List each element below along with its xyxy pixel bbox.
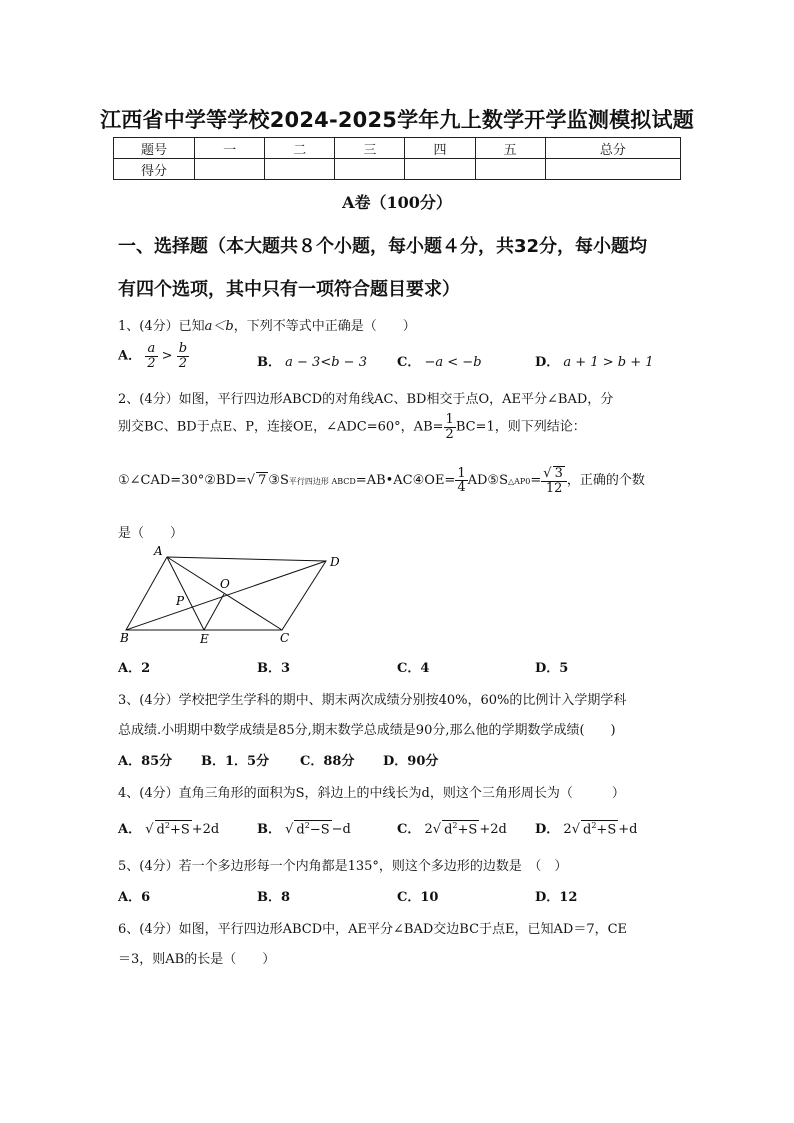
- score-table: [113, 137, 681, 180]
- q2-option-a[interactable]: A．2: [118, 661, 151, 676]
- score-cell: 二: [265, 138, 335, 159]
- q2-conclusions: ①∠CAD=30°②BD=√ 7 ③S平行四边形 ABCD=AB•AC④OE= $\frac{1}{4}$ AD⑤S△AP0= $\frac{√ 3}{12}$ ，正确的个数: [118, 465, 645, 496]
- q3-option-a[interactable]: A．85分: [118, 754, 173, 769]
- q4-b-exp: 2: [304, 820, 310, 830]
- score-cell: 题号: [114, 138, 195, 159]
- score-cell: 四: [405, 138, 475, 159]
- label-e: E: [200, 632, 209, 646]
- q2-c1-sub2: △AP0: [507, 477, 531, 487]
- q4-c-rest: +2d: [479, 822, 507, 837]
- q1-stem: [118, 315, 416, 334]
- q2-c1-mid: =AB•AC④OE=: [355, 473, 456, 489]
- diagonal-bd: [126, 561, 326, 630]
- score-cell: 得分: [114, 159, 195, 180]
- q5-line1: 5、(4分）若一个多边形每一个内角都是135°，则这个多边形的边数是 （ ）: [118, 859, 568, 874]
- q2-line2-pre: 别交BC、BD于点E、P，连接OE，∠ADC=60°，AB=: [118, 419, 444, 435]
- q4-c-d: d: [444, 822, 453, 837]
- q1-option-a-label: A．: [118, 348, 142, 364]
- q2-c1-eq: =: [530, 473, 542, 489]
- q3-line2: 总成绩.小明期中数学成绩是85分,期末数学总成绩是90分,那么他的学期数学成绩( ): [118, 723, 616, 738]
- label-b: B: [120, 631, 129, 645]
- score-cell: 一: [195, 138, 265, 159]
- score-cell: 总分: [545, 138, 680, 159]
- q2-root-den: 12: [545, 480, 563, 496]
- q2-option-c[interactable]: C．4: [397, 661, 430, 676]
- score-cell[interactable]: [265, 159, 335, 180]
- score-cell[interactable]: [475, 159, 545, 180]
- label-d: D: [330, 555, 340, 569]
- q2-half-den: 2: [445, 426, 454, 442]
- q1-suffix: ，下列不等式中正确是（ ）: [233, 319, 416, 334]
- q2-parallelogram-figure: [112, 542, 352, 646]
- q6-line2: ＝3，则AB的长是（ ）: [118, 952, 276, 967]
- q4-c-exp: 2: [452, 820, 458, 830]
- q4-b-rest: −d: [331, 822, 351, 837]
- parallelogram-abcd: [126, 557, 326, 630]
- q1-a-num: a: [145, 342, 157, 357]
- q2-c1-ad: AD⑤S: [467, 473, 508, 489]
- diagonal-ac: [167, 557, 282, 630]
- q1-option-b-text: a − 3<b − 3: [285, 355, 367, 370]
- q4-b-minus-s: −S: [309, 822, 330, 837]
- label-p: P: [176, 594, 185, 608]
- q1-prefix: 1、(4分）已知: [118, 319, 205, 334]
- q2-c1-end: ，正确的个数: [566, 473, 645, 489]
- q1-option-d-label: D．: [535, 355, 560, 370]
- q3-option-d[interactable]: D．90分: [383, 754, 439, 769]
- q4-option-b-label: B．: [257, 822, 281, 837]
- q2-line2-post: BC=1，则下列结论：: [455, 419, 586, 435]
- section-a-heading: A卷（100分）: [342, 193, 452, 212]
- q4-option-d[interactable]: D． 2√ $d^2+S +d$: [535, 820, 638, 837]
- section1-heading-line1: 一、选择题（本大题共８个小题，每小题４分，共32分，每小题均: [118, 236, 648, 257]
- score-cell[interactable]: [195, 159, 265, 180]
- score-cell: 五: [475, 138, 545, 159]
- segment-ae: [167, 557, 204, 630]
- q1-option-d-text: a + 1 > b + 1: [563, 355, 654, 370]
- q4-line1: 4、(4分）直角三角形的面积为S，斜边上的中线长为d，则这个三角形周长为（ ）: [118, 786, 625, 801]
- section1-heading-line2: 有四个选项，其中只有一项符合题目要求）: [118, 279, 460, 300]
- q1-option-b[interactable]: [257, 351, 367, 370]
- q2-option-b[interactable]: B．3: [257, 661, 291, 676]
- q4-b-d: d: [296, 822, 305, 837]
- q4-d-rest: +d: [618, 822, 638, 837]
- q4-c-plus-s: +S: [457, 822, 478, 837]
- q1-option-c-text: −a < −b: [424, 355, 482, 370]
- q2-c1: ①∠CAD=30°②BD=: [118, 473, 247, 489]
- q1-option-c[interactable]: [397, 351, 482, 370]
- q4-d-plus-s: +S: [596, 822, 617, 837]
- q5-option-b[interactable]: B．8: [257, 890, 291, 905]
- q5-option-c[interactable]: C．10: [397, 890, 439, 905]
- score-cell[interactable]: [405, 159, 475, 180]
- q1-b-den: 2: [178, 355, 187, 371]
- q2-line1: 2、(4分）如图，平行四边形ABCD的对角线AC、BD相交于点O，AE平分∠BAD，分: [118, 392, 614, 407]
- q2-c1-radicand: 7: [258, 473, 267, 489]
- q2-line4: 是（ ）: [118, 526, 184, 541]
- q2-quarter-num: 1: [457, 465, 466, 481]
- score-cell[interactable]: [335, 159, 405, 180]
- q1-option-d[interactable]: [535, 351, 654, 370]
- q3-option-c[interactable]: C．88分: [300, 754, 355, 769]
- score-table-row-header: [114, 138, 681, 159]
- q4-a-exp: 2: [164, 820, 170, 830]
- label-c: C: [280, 631, 290, 645]
- q1-option-c-label: C．: [397, 355, 421, 370]
- q3-option-b[interactable]: B．1．5分: [201, 754, 270, 769]
- q5-option-d[interactable]: D．12: [535, 890, 578, 905]
- q3-line1: 3、(4分）学校把学生学科的期中、期末两次成绩分别按40%，60%的比例计入学期学科: [118, 693, 627, 708]
- q4-option-c[interactable]: C． 2√ $d^2+S +2d$: [397, 820, 507, 837]
- q2-line2: [118, 413, 586, 441]
- q1-a-gt: >: [161, 348, 173, 364]
- q4-option-d-label: D．: [535, 822, 560, 837]
- q2-half-num: 1: [445, 412, 454, 427]
- q2-root-num: 3: [554, 466, 563, 481]
- score-cell[interactable]: [545, 159, 680, 180]
- q4-option-a-label: A．: [118, 822, 142, 837]
- q1-b-num: b: [178, 341, 188, 356]
- q2-option-d[interactable]: D．5: [535, 661, 569, 676]
- q2-quarter-den: 4: [457, 480, 466, 496]
- q1-a-den: 2: [147, 355, 156, 371]
- score-table-row-score: [114, 159, 681, 180]
- q4-a-d: d: [156, 822, 165, 837]
- q4-c-coef: 2: [424, 822, 433, 837]
- label-a: A: [154, 544, 163, 558]
- q1-option-b-label: B．: [257, 355, 281, 370]
- q4-option-b[interactable]: B． √ $d^2-S -d$: [257, 820, 351, 837]
- q5-option-a[interactable]: A．6: [118, 890, 151, 905]
- q4-option-c-label: C．: [397, 822, 421, 837]
- label-o: O: [220, 577, 230, 591]
- q4-option-a[interactable]: A． √ $d^2+S +2d$: [118, 820, 220, 837]
- q1-option-a[interactable]: [118, 342, 189, 370]
- q4-d-d: d: [583, 822, 592, 837]
- q4-a-rest: +2d: [191, 822, 220, 837]
- q2-c1-sub: 平行四边形 ABCD: [288, 477, 356, 487]
- q4-d-exp: 2: [591, 820, 597, 830]
- q6-line1: 6、(4分）如图，平行四边形ABCD中，AE平分∠BAD交边BC于点E，已知AD＝7，CE: [118, 922, 628, 937]
- exam-title: 江西省中学等学校2024-2025学年九上数学开学监测模拟试题: [100, 108, 694, 132]
- q4-d-coef: 2: [563, 822, 572, 837]
- q4-a-plus-s: +S: [169, 822, 190, 837]
- q2-c1-s: ③S: [268, 473, 289, 489]
- q1-condition: a＜b: [204, 319, 234, 334]
- score-cell: 三: [335, 138, 405, 159]
